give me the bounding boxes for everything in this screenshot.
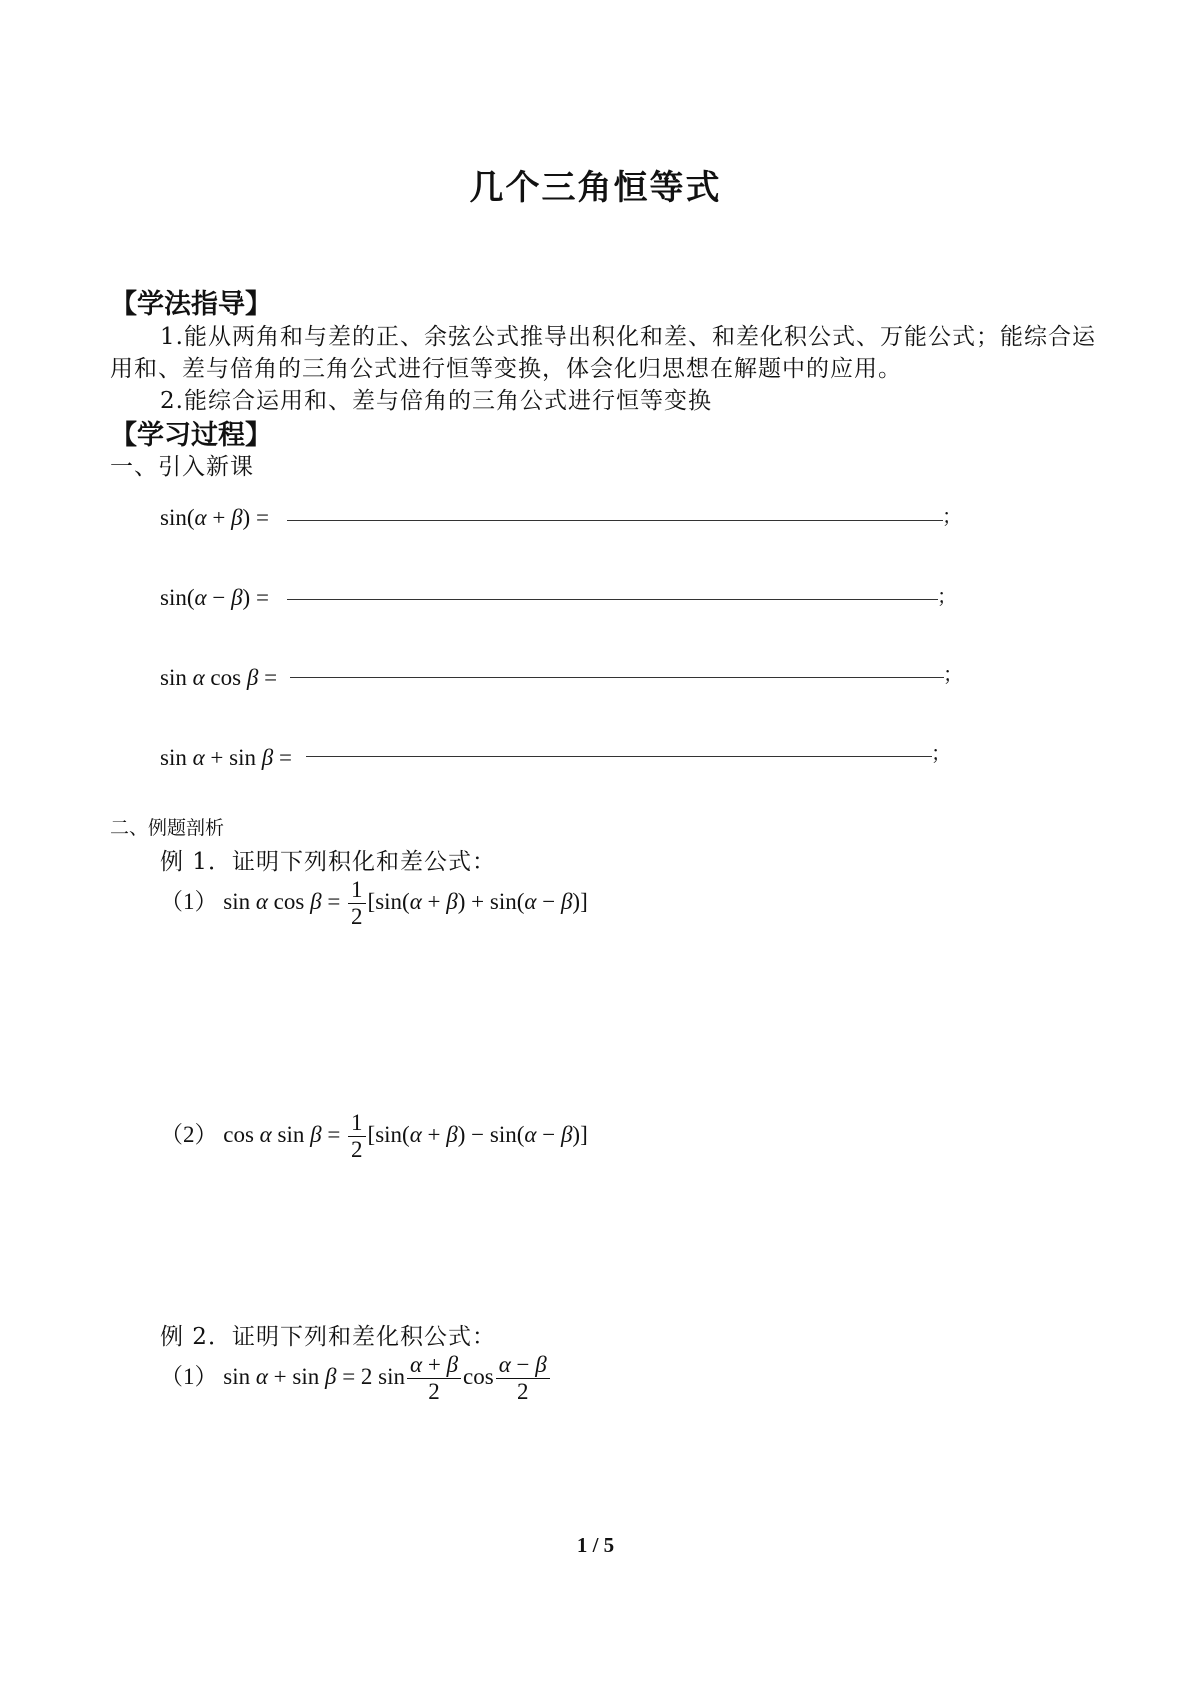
guide-item1-line1: 1.能从两角和与差的正、余弦公式推导出积化和差、和差化积公式、万能公式；能综合运: [160, 324, 1096, 350]
blank-3-semicolon: ；: [943, 662, 963, 686]
page-number: 1 / 5: [576, 1533, 615, 1557]
page-title: 几个三角恒等式: [469, 168, 722, 208]
example-2-part-1-label: （1）: [160, 1364, 218, 1390]
fraction-one-half: $\frac{1}{2}$: [348, 877, 366, 931]
guide-item2: 2.能综合运用和、差与倍角的三角公式进行恒等变换: [160, 388, 712, 414]
example-2-part-1: （1） sin α + sin β = 2 sin $\frac{\alpha + \beta}{2}$ cos $\frac{\alpha - \beta}{2}$: [160, 1352, 552, 1406]
fraction-half-diff: $\frac{\alpha - \beta}{2}$: [496, 1352, 550, 1406]
formula-sin-sum: sin(α + β) =: [160, 505, 269, 530]
answer-blank-2[interactable]: [287, 599, 938, 600]
formula-sin-cos-product: sin α cos β =: [160, 665, 278, 690]
example-1-heading: 例 1．证明下列积化和差公式：: [160, 849, 496, 875]
example-2-heading: 例 2．证明下列和差化积公式：: [160, 1324, 496, 1350]
fraction-half-sum: $\frac{\alpha + \beta}{2}$: [407, 1352, 461, 1406]
formula-sin-diff: sin(α − β) =: [160, 585, 269, 610]
example-1-part-1: （1） sin α cos β = $\frac{1}{2}$ [sin(α + β) + sin(α − β)]: [160, 877, 588, 930]
answer-blank-3[interactable]: [290, 677, 944, 678]
process-heading: 【学习过程】: [110, 420, 272, 451]
blank-4-semicolon: ；: [931, 741, 951, 765]
guide-heading: 【学法指导】: [110, 289, 272, 320]
example-1-part-1-label: （1）: [160, 889, 218, 915]
section-2-heading: 二、例题剖析: [110, 817, 225, 839]
section-1-heading: 一、引入新课: [110, 454, 254, 480]
example-1-part-2: （2） cos α sin β = $\frac{1}{2}$ [sin(α + β) − sin(α − β)]: [160, 1110, 588, 1163]
formula-sin-sum-of-sines: sin α + sin β =: [160, 745, 292, 770]
blank-2-semicolon: ；: [937, 584, 957, 608]
fraction-one-half: $\frac{1}{2}$: [348, 1110, 366, 1164]
guide-item1-line2: 用和、差与倍角的三角公式进行恒等变换，体会化归思想在解题中的应用。: [110, 356, 902, 382]
example-1-part-2-label: （2）: [160, 1122, 218, 1148]
blank-1-semicolon: ；: [942, 504, 962, 528]
answer-blank-4[interactable]: [306, 756, 932, 757]
answer-blank-1[interactable]: [287, 520, 943, 521]
